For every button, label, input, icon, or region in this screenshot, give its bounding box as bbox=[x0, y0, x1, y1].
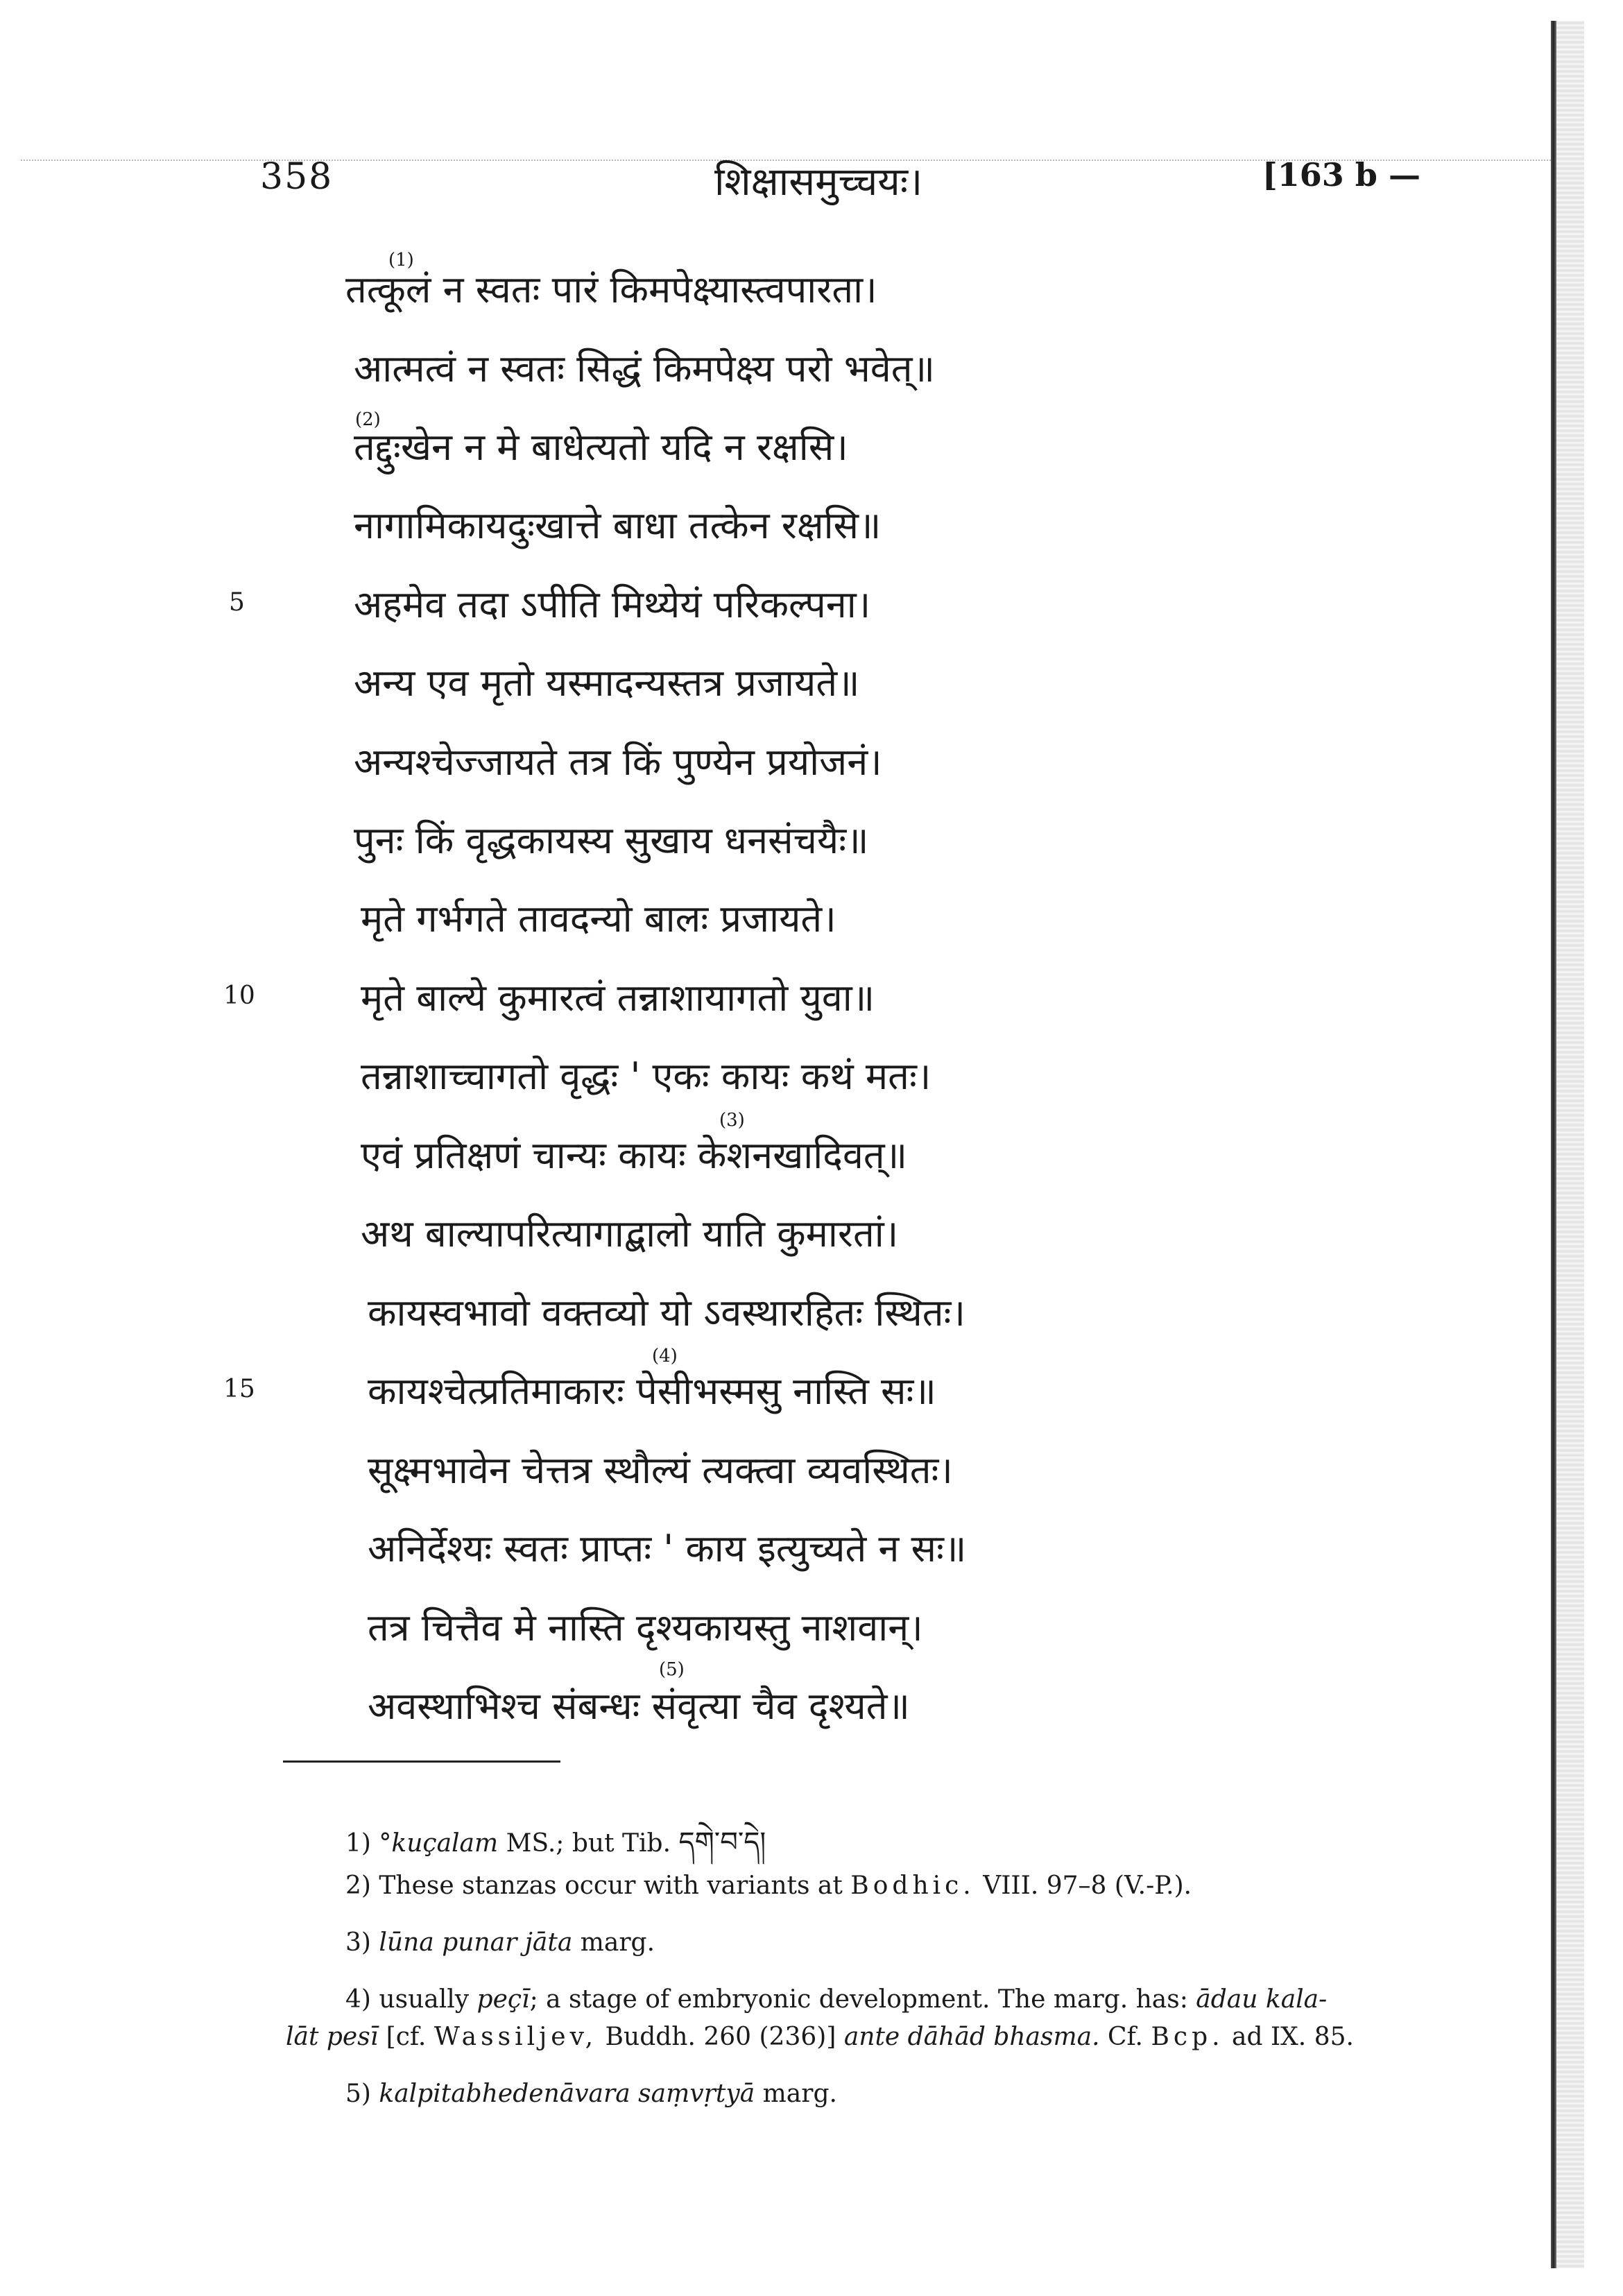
running-title: शिक्षासमुच्चयः। bbox=[714, 160, 923, 205]
verse-line: मृते बाल्ये कुमारत्वं तन्नाशायागतो युवा॥ bbox=[361, 976, 875, 1020]
verse-line: आत्मत्वं न स्वतः सिद्धं किमपेक्ष्य परो भवेत्॥ bbox=[354, 347, 935, 391]
verse-line: अन्यश्चेज्जायते तत्र किं पुण्येन प्रयोजनं। bbox=[354, 740, 882, 784]
verse-line: कायस्वभावो वक्तव्यो यो ऽवस्थारहितः स्थितः। bbox=[368, 1291, 965, 1335]
line-number: 10 bbox=[223, 982, 255, 1010]
footnote-text: marg. bbox=[572, 1928, 655, 1957]
verse-line: नागामिकायदुःखात्ते बाधा तत्केन रक्षसि॥ bbox=[354, 504, 882, 547]
note-marker: (1) bbox=[388, 250, 414, 271]
verse-line: कायश्चेत्प्रतिमाकारः पेसीभस्मसु नास्ति सः॥ bbox=[368, 1369, 936, 1413]
verse-line: अवस्थाभिश्च संबन्धः संवृत्या चैव दृश्यते॥ bbox=[368, 1684, 910, 1728]
footnote-4-continued bbox=[286, 2023, 1354, 2051]
page-number: 358 bbox=[260, 156, 334, 198]
footnote-italic: ante dāhād bhasma. bbox=[843, 2023, 1100, 2051]
footnote-text: marg. bbox=[755, 2080, 837, 2108]
footnote-number: 5) bbox=[345, 2080, 371, 2108]
footnote-text: ad IX. 85. bbox=[1223, 2023, 1354, 2051]
footnote-spaced: Bodhic. bbox=[850, 1871, 975, 1900]
footnote-4 bbox=[345, 1985, 1327, 2014]
page-binding-edge bbox=[1551, 21, 1556, 2268]
verse-line: अथ बाल्यापरित्यागाद्बालो याति कुमारतां। bbox=[361, 1212, 899, 1256]
note-marker: (2) bbox=[355, 409, 381, 430]
footnote-2 bbox=[345, 1871, 1192, 1900]
footnote-italic: ādau kala- bbox=[1196, 1985, 1328, 2014]
footnote-spaced: Bcp. bbox=[1151, 2023, 1224, 2051]
footnote-italic: kuçalam bbox=[391, 1829, 499, 1858]
verse-line: अनिर्देश्यः स्वतः प्राप्तः ' काय इत्युच्यते न सः॥ bbox=[368, 1527, 967, 1570]
footnote-italic: lāt pesī bbox=[286, 2023, 379, 2051]
note-marker: (3) bbox=[719, 1110, 745, 1131]
verse-line: मृते गर्भगते तावदन्यो बालः प्रजायते। bbox=[361, 897, 836, 941]
verse-line: अन्य एव मृतो यस्मादन्यस्तत्र प्रजायते॥ bbox=[354, 661, 860, 705]
footnote-text: usually bbox=[379, 1985, 477, 2014]
footnote-text: These stanzas occur with variants at bbox=[379, 1871, 851, 1900]
verse-line: तत्र चित्तैव मे नास्ति दृश्यकायस्तु नाशवान्। bbox=[368, 1606, 923, 1650]
footnote-text: ° bbox=[379, 1829, 392, 1858]
note-marker: (4) bbox=[652, 1346, 678, 1367]
footnote-3 bbox=[345, 1928, 655, 1957]
footnote-rule bbox=[283, 1760, 560, 1763]
verse-line: तत्कूलं न स्वतः पारं किमपेक्ष्यास्त्वपारता। bbox=[345, 268, 877, 311]
verse-line: एवं प्रतिक्षणं चान्यः कायः केशनखादिवत्॥ bbox=[361, 1133, 908, 1177]
tibetan-term: དགེ་བ་དེ། bbox=[678, 1826, 766, 1858]
page-binding-shadow bbox=[1556, 21, 1584, 2268]
footnote-number: 3) bbox=[345, 1928, 371, 1957]
line-number: 15 bbox=[223, 1375, 255, 1403]
verse-line: अहमेव तदा ऽपीति मिथ्येयं परिकल्पना। bbox=[354, 583, 871, 626]
note-marker: (5) bbox=[659, 1659, 685, 1680]
verse-line: तद्दुःखेन न मे बाधेत्यतो यदि न रक्षसि। bbox=[354, 425, 848, 469]
footnote-spaced: Wassiljev, bbox=[433, 2023, 598, 2051]
footnote-text: [cf. bbox=[378, 2023, 434, 2051]
folio-reference: [163 b — bbox=[1262, 156, 1420, 194]
footnote-text: Cf. bbox=[1099, 2023, 1151, 2051]
footnote-text: MS.; but Tib. bbox=[498, 1829, 671, 1858]
footnote-number: 1) bbox=[345, 1829, 371, 1858]
footnote-italic: kalpitabhedenāvara saṃvṛtyā bbox=[379, 2080, 755, 2108]
line-number: 5 bbox=[229, 588, 245, 617]
footnote-5 bbox=[345, 2080, 837, 2108]
footnote-number: 4) bbox=[345, 1985, 371, 2014]
footnote-text: ; a stage of embryonic development. The marg. has: bbox=[529, 1985, 1196, 2014]
footnote-text: Buddh. 260 (236)] bbox=[597, 2023, 844, 2051]
footnote-text: VIII. 97–8 (V.-P.). bbox=[974, 1871, 1192, 1900]
verse-line: तन्नाशाच्चागतो वृद्धः ' एकः कायः कथं मतः। bbox=[361, 1054, 931, 1098]
verse-line: पुनः किं वृद्धकायस्य सुखाय धनसंचयैः॥ bbox=[354, 819, 869, 862]
footnote-italic: peçī bbox=[476, 1985, 530, 2014]
verse-line: सूक्ष्मभावेन चेत्तत्र स्थौल्यं त्यक्त्वा व्यवस्थितः। bbox=[368, 1448, 953, 1492]
footnote-number: 2) bbox=[345, 1871, 371, 1900]
footnote-italic: lūna punar jāta bbox=[379, 1928, 573, 1957]
